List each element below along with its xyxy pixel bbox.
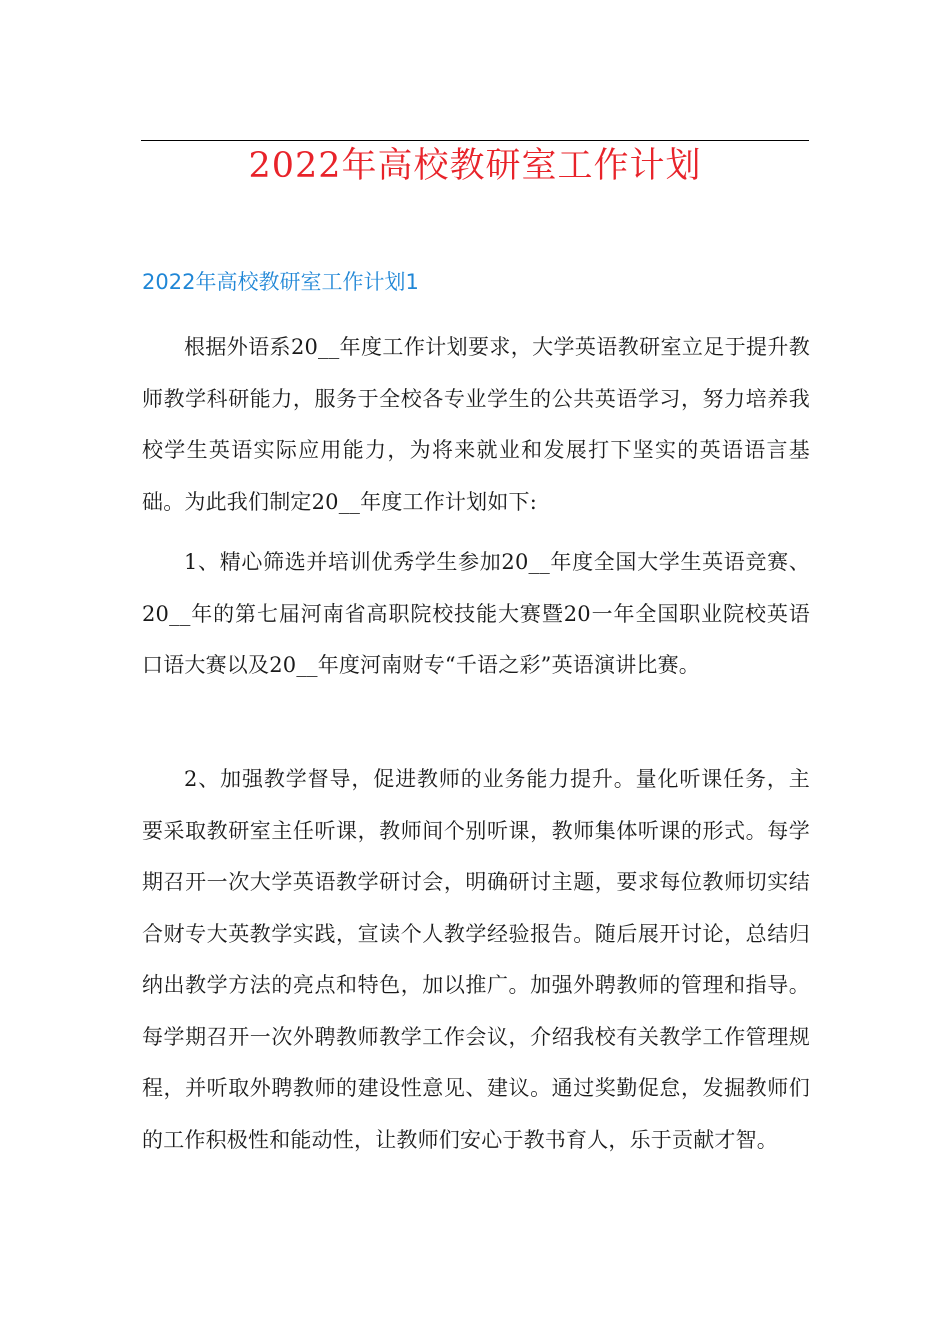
body-paragraph: 根据外语系20__年度工作计划要求，大学英语教研室立足于提升教师教学科研能力，服务于全校各专业学生的公共英语学习，努力培养我校学生英语实际应用能力，为将来就业和发展打下坚实的英语语言基础。为此我们制定20__年度工作计划如下: (142, 335, 810, 514)
title-top-rule (141, 140, 809, 141)
body-paragraph: 2、加强教学督导，促进教师的业务能力提升。量化听课任务，主要采取教研室主任听课，教师间个别听课，教师集体听课的形式。每学期召开一次大学英语教学研讨会，明确研讨主题，要求每位教师切实结合财专大英教学实践，宣读个人教学经验报告。随后展开讨论，总结归纳出教学方法的亮点和特色，加以推广。加强外聘教师的管理和指导。每学期召开一次外聘教师教学工作会议，介绍我校有关教学工作管理规程，并听取外聘教师的建设性意见、建议。通过奖勤促怠，发掘教师们的工作积极性和能动性，让教师们安心于教书育人，乐于贡献才智。 (142, 767, 810, 1152)
document-title: 2022年高校教研室工作计划 (248, 146, 702, 186)
body-paragraph: 1、精心筛选并培训优秀学生参加20__年度全国大学生英语竞赛、20__年的第七届河南省高职院校技能大赛暨20一年全国职业院校英语口语大赛以及20__年度河南财专“千语之彩”英语演讲比赛。 (142, 550, 810, 677)
section-heading: 2022年高校教研室工作计划1 (142, 270, 419, 294)
